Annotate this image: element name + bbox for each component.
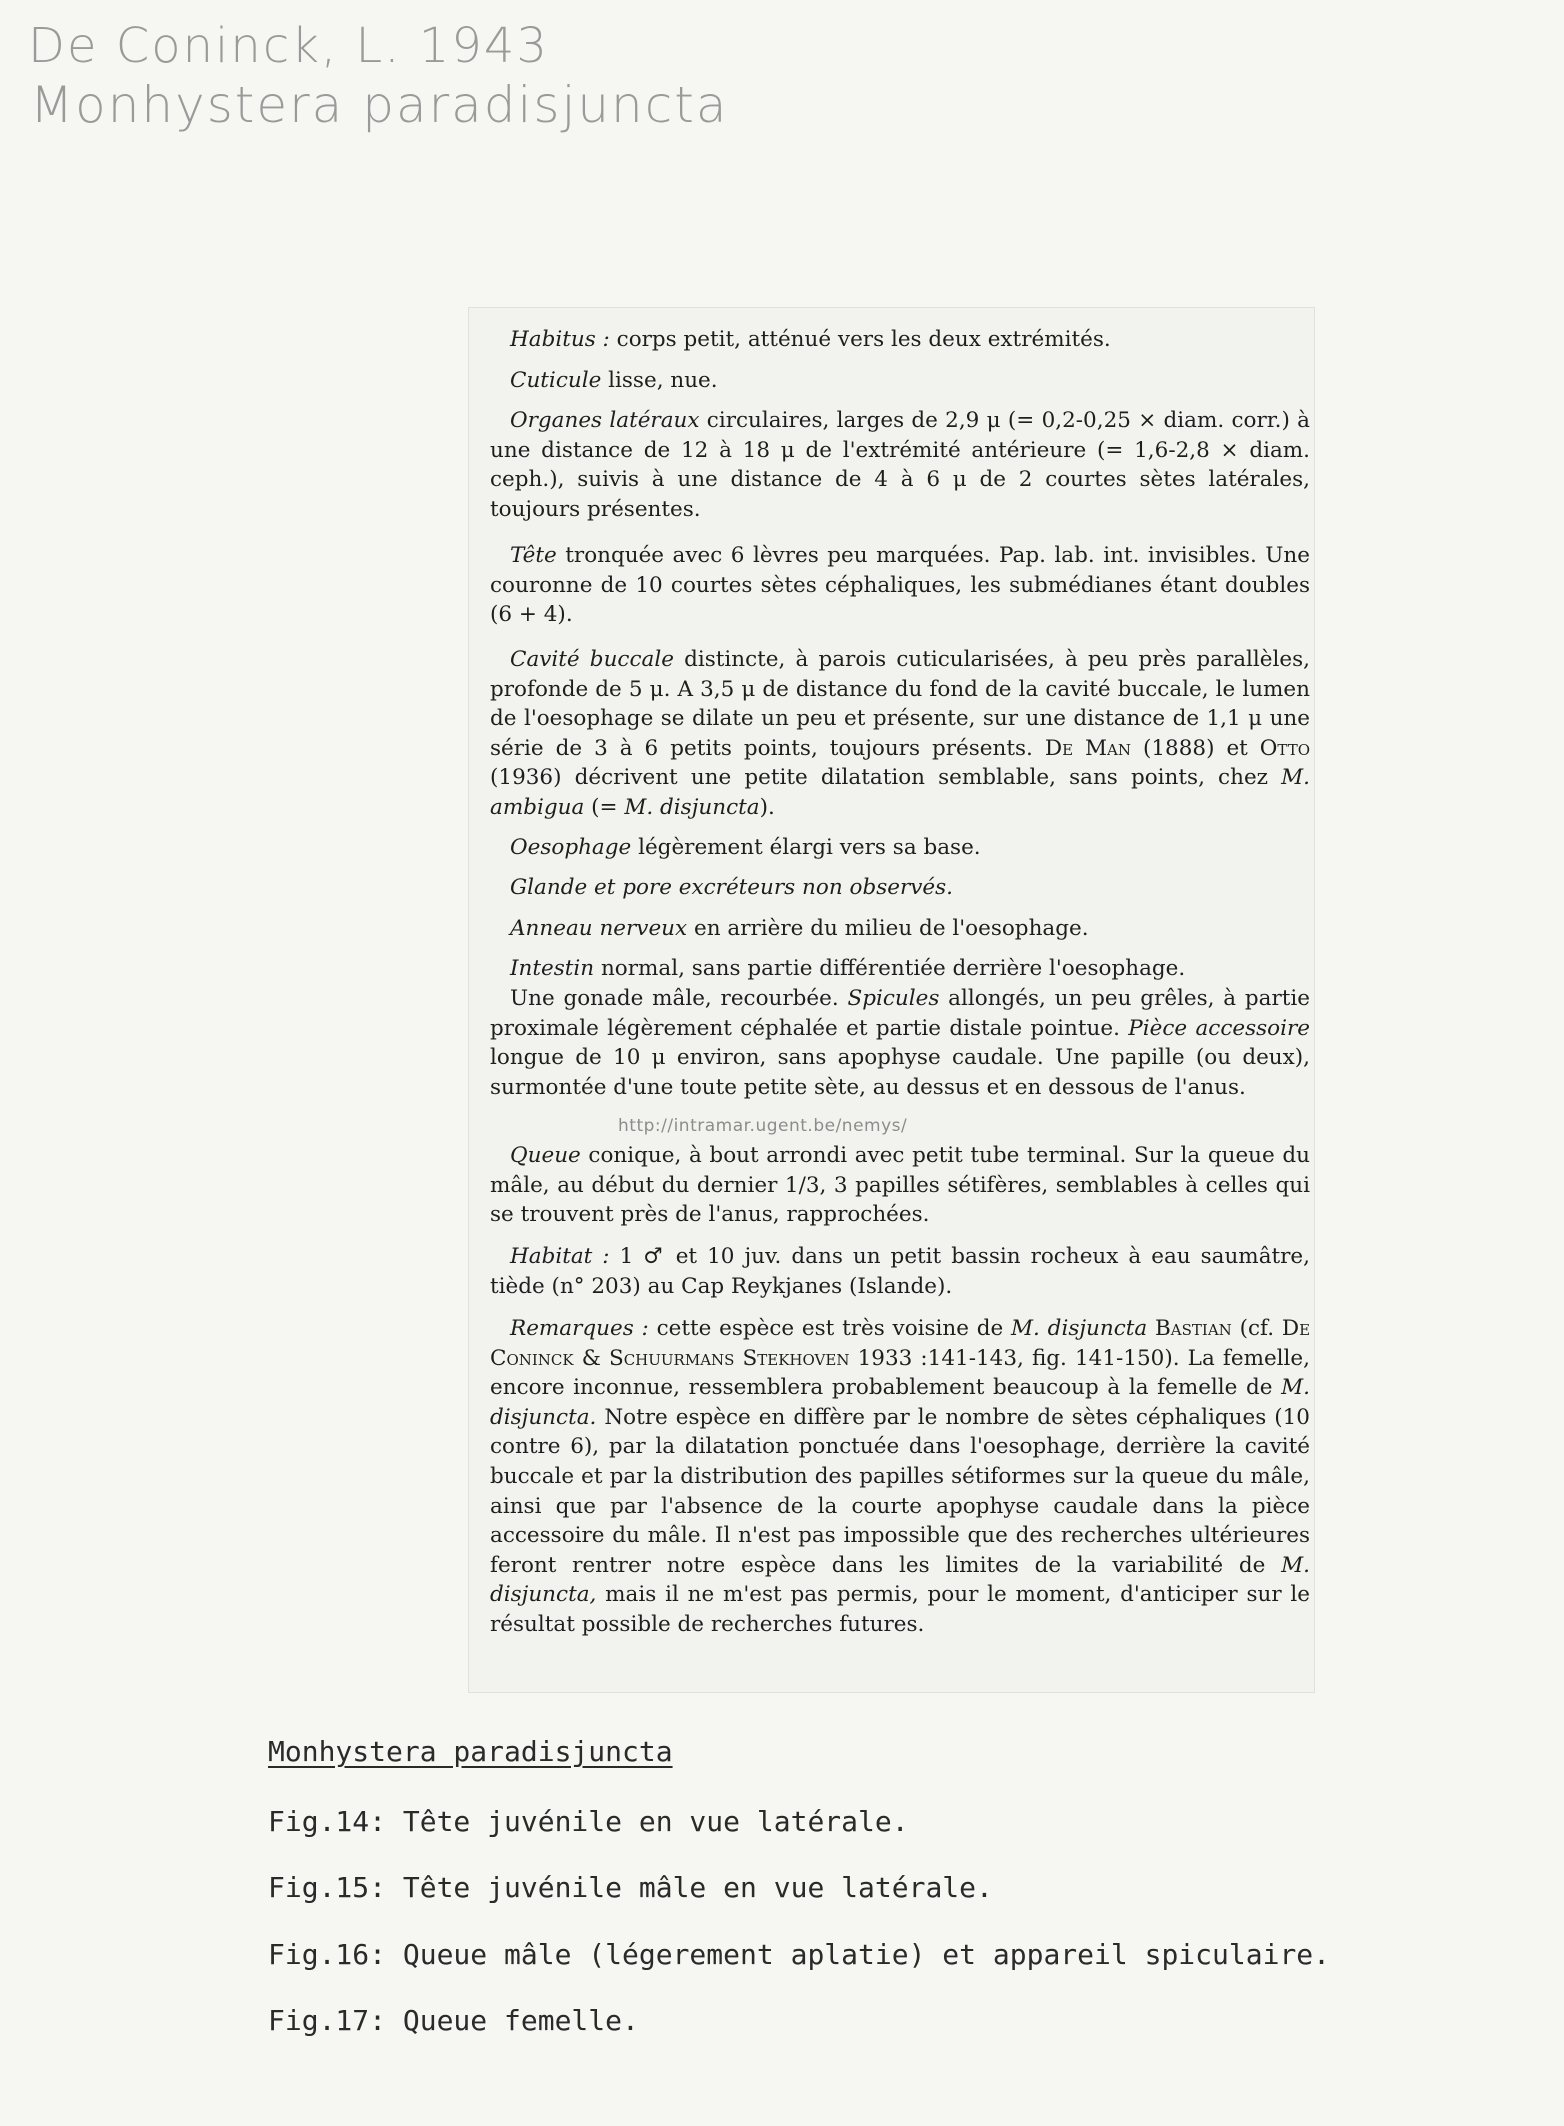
handwritten-author-year: De Coninck, L. 1943 bbox=[28, 18, 549, 74]
watermark-url: http://intramar.ugent.be/nemys/ bbox=[618, 1116, 908, 1136]
author-name: De Coninck & Schuurmans Stekhoven bbox=[490, 1316, 1311, 1371]
author-name: De Man bbox=[1044, 735, 1131, 761]
italic-term: M. disjuncta bbox=[624, 794, 760, 820]
paragraph-oesophage bbox=[490, 833, 1310, 863]
paragraph-habitus bbox=[490, 325, 1310, 355]
text-run: ). bbox=[759, 794, 775, 820]
paragraph-cavite-buccale bbox=[490, 645, 1310, 823]
italic-term: Spicules bbox=[847, 986, 940, 1011]
paragraph-remarques bbox=[490, 1314, 1310, 1640]
paragraph-glande bbox=[490, 873, 1310, 903]
text-run: en arrière du milieu de l'oesophage. bbox=[687, 916, 1089, 941]
italic-term: M. disjuncta, bbox=[490, 1552, 1310, 1608]
paragraph-tete bbox=[490, 541, 1310, 630]
italic-term: Intestin bbox=[510, 956, 595, 981]
text-run: mais il ne m'est pas permis, pour le moment, d'anticiper sur le résultat possible de recherches futures. bbox=[490, 1582, 1310, 1637]
paragraph-habitat bbox=[490, 1242, 1310, 1301]
text-run: conique, à bout arrondi avec petit tube terminal. Sur la queue du mâle, au début du dernier 1/3, 3 papilles sétifères, semblables à celles qui se trouvent près de l'anus, rapprochées. bbox=[490, 1143, 1310, 1228]
italic-term: M. ambigua bbox=[490, 765, 1310, 820]
text-run: Notre espèce en diffère par le nombre de sètes céphaliques (10 contre 6), par la dilatation ponctuée dans l'oesophage, derrière la cavité buccale et par la distribution des papilles sétiformes sur la queue du mâle, ainsi que par l'absence de la courte apophyse caudale dans la pièce accessoire du mâle. Il n'est pas impossible que des recherches ultérieures feront rentrer notre espèce dans les limites de la variabilité de bbox=[490, 1404, 1310, 1578]
italic-term: Habitat : bbox=[510, 1244, 610, 1269]
text-run: cette espèce est très voisine de bbox=[648, 1316, 1012, 1341]
text-run: tronquée avec 6 lèvres peu marquées. Pap. lab. int. invisibles. Une couronne de 10 courtes sètes céphaliques, les submédianes étant doubles (6 + 4). bbox=[490, 543, 1310, 628]
italic-term: Cuticule bbox=[510, 368, 602, 393]
italic-term: Oesophage bbox=[510, 835, 632, 860]
text-run: allongés, un peu grêles, à partie proximale légèrement céphalée et partie distale pointue. bbox=[490, 986, 1310, 1041]
italic-term: M. disjuncta. bbox=[490, 1375, 1310, 1430]
handwritten-species-name: Monhystera paradisjuncta bbox=[30, 76, 729, 134]
text-run: normal, sans partie différentiée derrière l'oesophage. bbox=[594, 956, 1186, 981]
paragraph-intestin bbox=[490, 954, 1310, 984]
caption-title: Monhystera paradisjuncta bbox=[268, 1735, 673, 1768]
text-run bbox=[1147, 1316, 1155, 1341]
text-run: (1888) et bbox=[1130, 735, 1260, 761]
text-run: distincte, à parois cuticularisées, à peu près parallèles, profonde de 5 μ. A 3,5 μ de distance du fond de la cavité buccale, le lumen de l'oesophage se dilate un peu et présente, sur une distance de 1,1 μ une série de 3 à 6 petits points, toujours présents. bbox=[490, 647, 1310, 761]
text-run: (1936) décrivent une petite dilatation semblable, sans points, chez bbox=[490, 765, 1282, 791]
paragraph-organes-lateraux bbox=[490, 406, 1310, 524]
text-run: 1933 :141-143, fig. 141-150). La femelle, encore inconnue, ressemblera probablement beaucoup à la femelle de bbox=[490, 1345, 1310, 1401]
italic-term: Tête bbox=[510, 543, 557, 568]
caption-fig14: Fig.14: Tête juvénile en vue latérale. bbox=[268, 1805, 909, 1838]
italic-term: Cavité buccale bbox=[510, 647, 674, 672]
text-run: circulaires, larges de 2,9 μ (= 0,2-0,25 × diam. corr.) à une distance de 12 à 18 μ de l'extrémité antérieure (= 1,6-2,8 × diam. ceph.), suivis à une distance de 4 à 6 μ de 2 courtes sètes latérales, toujours présentes. bbox=[490, 408, 1310, 522]
italic-term: Anneau nerveux bbox=[510, 916, 688, 941]
paragraph-cuticule bbox=[490, 366, 1310, 396]
paragraph-queue bbox=[490, 1141, 1310, 1230]
italic-term: Glande et pore excréteurs non observés. bbox=[510, 875, 953, 900]
paragraph-gonade-spicules bbox=[490, 984, 1310, 1102]
caption-fig15: Fig.15: Tête juvénile mâle en vue latérale. bbox=[268, 1871, 993, 1904]
italic-term: Habitus : bbox=[510, 327, 610, 352]
italic-term: Pièce accessoire bbox=[1128, 1015, 1310, 1041]
caption-fig17: Fig.17: Queue femelle. bbox=[268, 2004, 639, 2037]
italic-term: Organes latéraux bbox=[510, 408, 700, 433]
text-run: (= bbox=[584, 794, 625, 820]
caption-fig16: Fig.16: Queue mâle (légerement aplatie) et appareil spiculaire. bbox=[268, 1938, 1331, 1971]
text-run: longue de 10 μ environ, sans apophyse caudale. Une papille (ou deux), surmontée d'une toute petite sète, au dessus et en dessous de l'anus. bbox=[490, 1045, 1310, 1100]
text-run: Une gonade mâle, recourbée. bbox=[510, 986, 848, 1011]
text-run: corps petit, atténué vers les deux extrémités. bbox=[609, 327, 1111, 352]
text-run: légèrement élargi vers sa base. bbox=[631, 835, 981, 860]
italic-term: M. disjuncta bbox=[1011, 1316, 1148, 1341]
text-run: (cf. bbox=[1231, 1316, 1282, 1341]
text-run: 1 ♂ et 10 juv. dans un petit bassin rocheux à eau saumâtre, tiède (n° 203) au Cap Reykjanes (Islande). bbox=[490, 1244, 1310, 1299]
author-name: Otto bbox=[1259, 735, 1311, 761]
italic-term: Remarques : bbox=[510, 1316, 649, 1341]
text-run: lisse, nue. bbox=[601, 368, 718, 393]
author-name: Bastian bbox=[1155, 1316, 1232, 1341]
paragraph-anneau-nerveux bbox=[490, 914, 1310, 944]
italic-term: Queue bbox=[510, 1143, 581, 1168]
